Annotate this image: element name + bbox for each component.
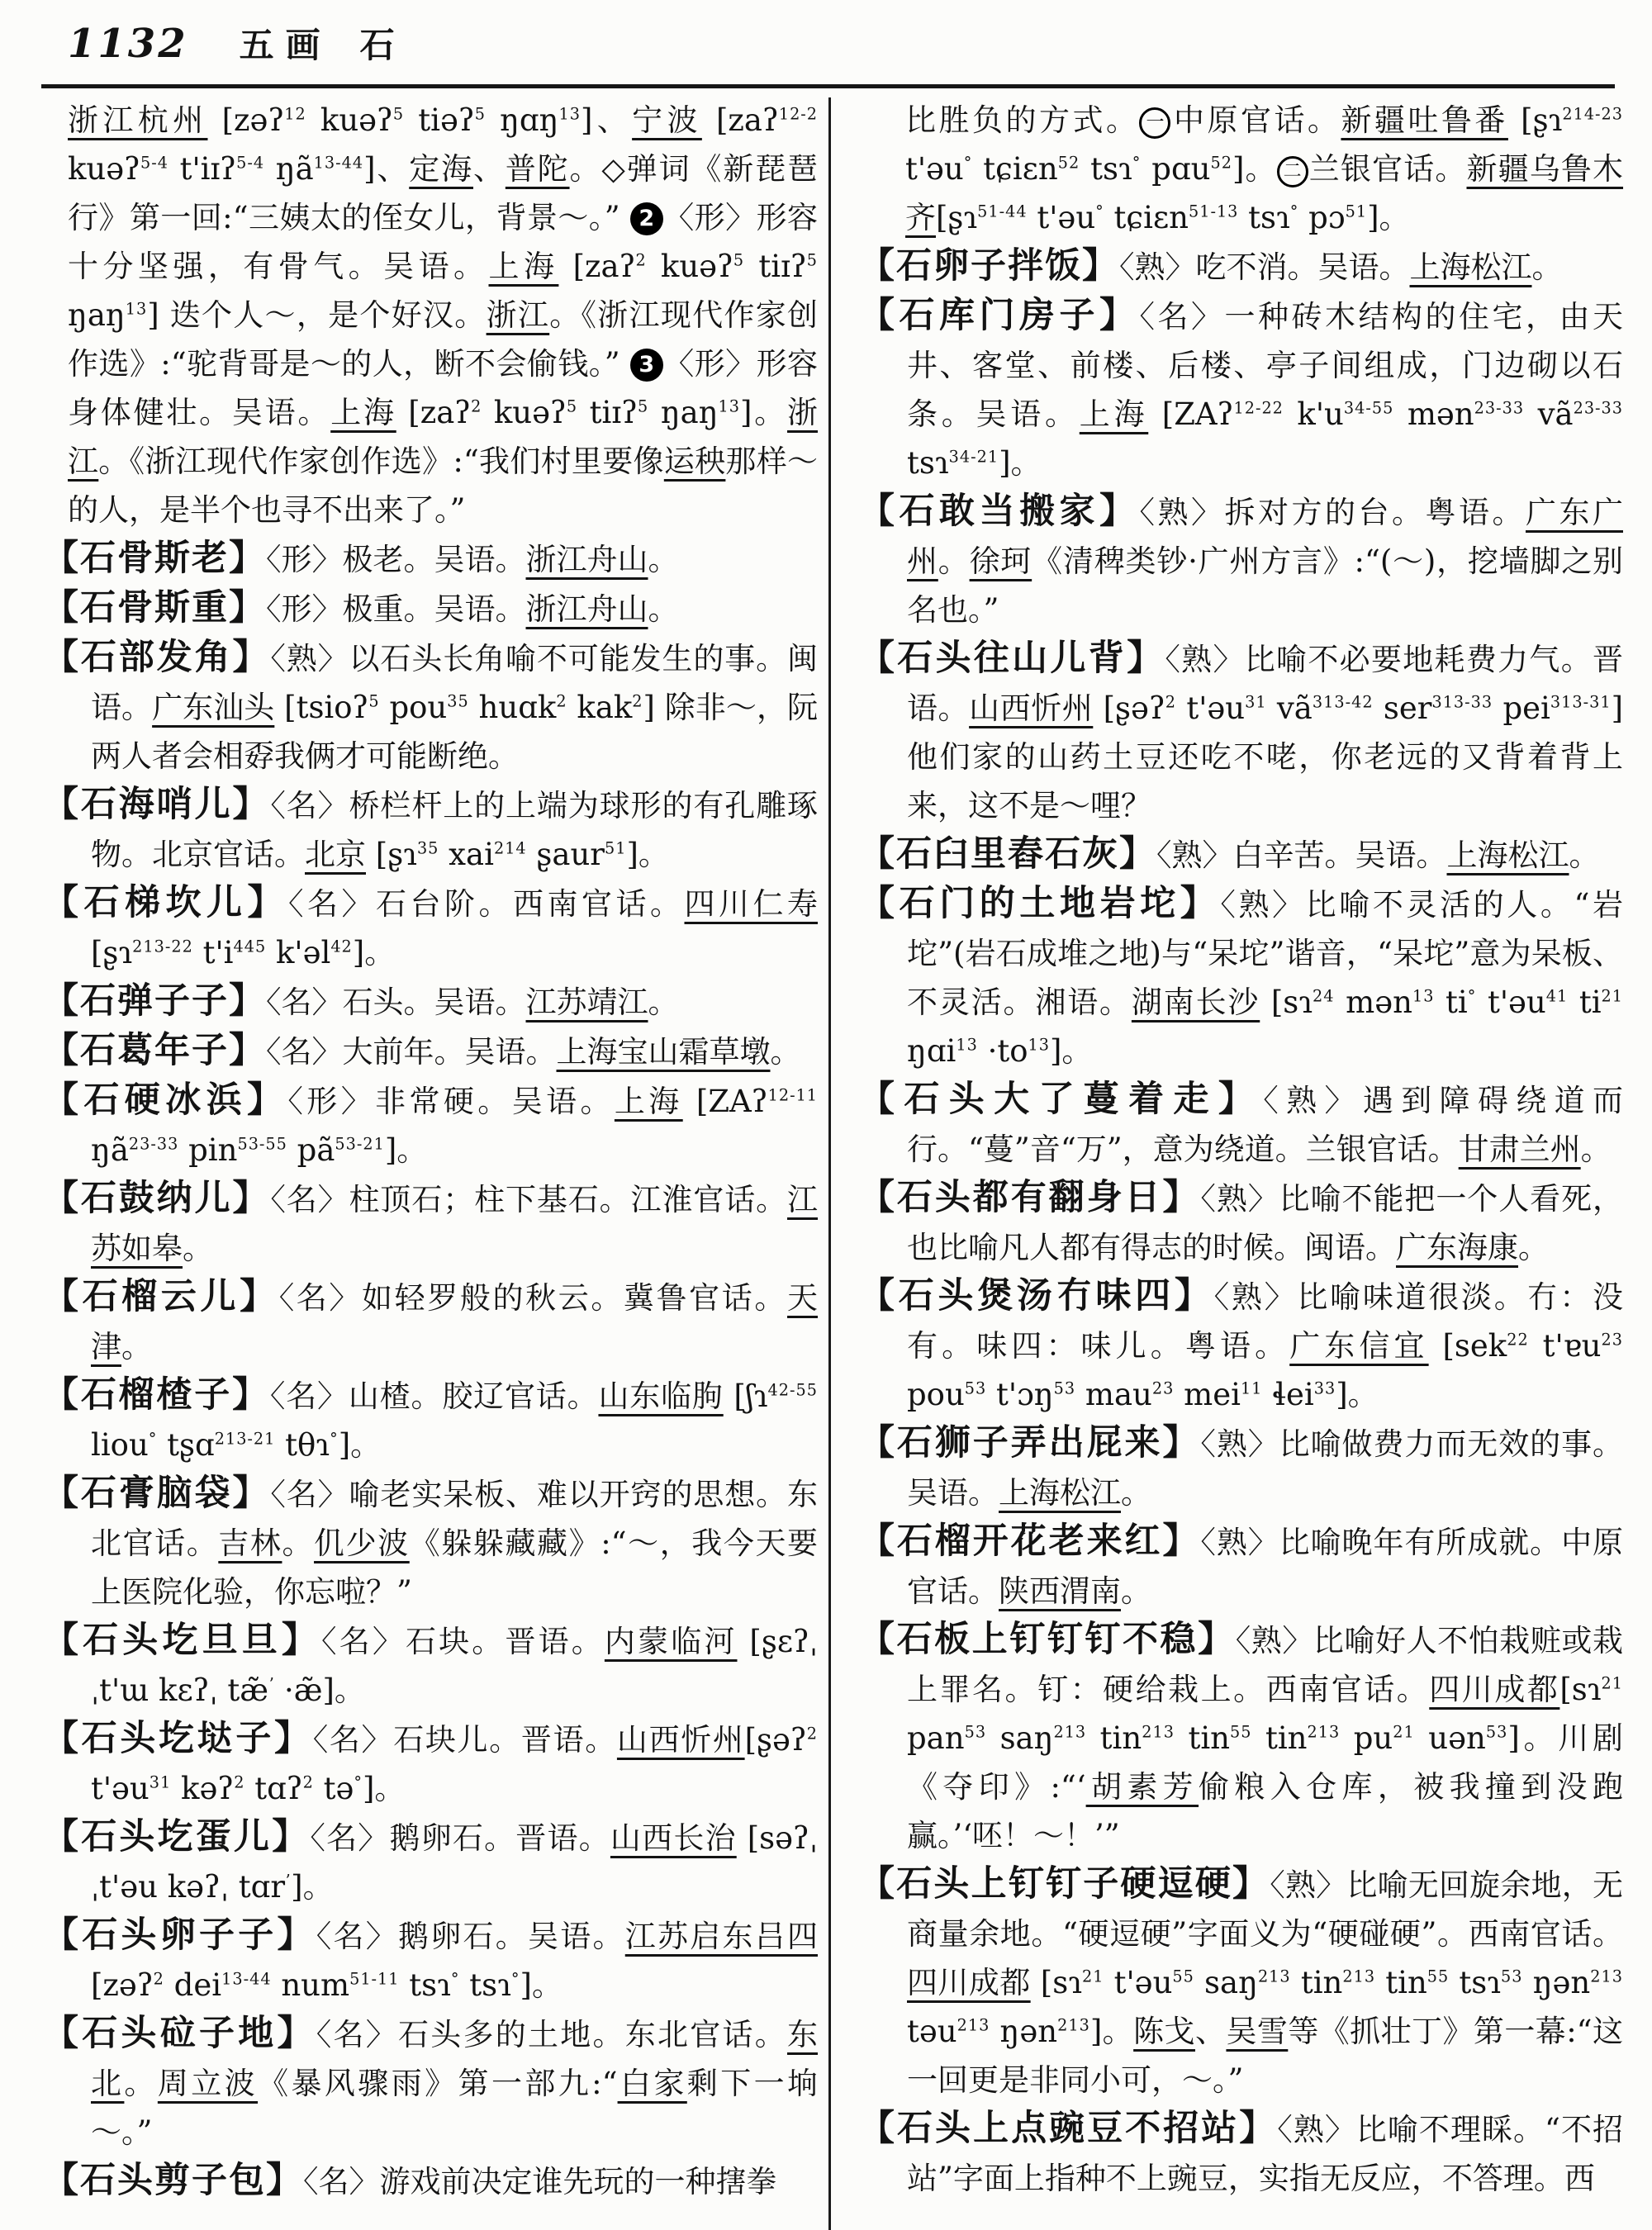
tone-superscript: ° [1289, 202, 1299, 221]
stroke-section-label: 五画 [239, 25, 332, 65]
proper-noun-underline: 浙江 [486, 297, 550, 333]
proper-noun-underline: 新疆乌鲁木齐 [905, 151, 1624, 235]
tone-superscript: 53 [1485, 1722, 1508, 1742]
proper-noun-underline: 上海宝山霜草墩 [556, 1034, 771, 1070]
tone-superscript: 55 [1229, 1722, 1252, 1742]
dictionary-entry: 【石榴开花老来红】〈熟〉比喻晚年有所成就。中原官话。陕西渭南。 [859, 1521, 1624, 1609]
proper-noun-underline: 山西忻州 [616, 1722, 745, 1758]
dictionary-entry: 【石卵子拌饭】〈熟〉吃不消。吴语。上海松江。 [859, 245, 1563, 287]
tone-superscript: 51-13 [1188, 202, 1239, 221]
tone-superscript: 23 [1601, 1330, 1623, 1350]
entry-headword: 【石敢当搬家】 [859, 491, 1140, 532]
tone-superscript: 55 [1427, 1967, 1450, 1986]
tone-superscript: 13 [956, 1035, 978, 1055]
dictionary-entry: 【石骨斯重】〈形〉极重。吴语。浙江舟山。 [43, 587, 679, 629]
proper-noun-underline: 吉林 [218, 1525, 282, 1561]
entry-headword: 【石骨斯重】 [43, 587, 266, 629]
tone-superscript: 21 [1081, 1967, 1104, 1986]
dictionary-entry: 【石部发角】〈熟〉以石头长角喻不可能发生的事。闽语。广东汕头 [tsioʔ$^5$ pou$^{35}$ huɑk$^2$ kak$^2$] 除非～，阮两人者会相孬我俩才可能断绝。 [43, 637, 819, 774]
tone-superscript: 313-42 [1312, 692, 1374, 712]
entry-headword: 【石头卵子子】 [43, 1914, 316, 1956]
tone-superscript: 33 [1313, 1378, 1336, 1398]
tone-superscript: 5 [806, 250, 818, 270]
radical-label: 石 [359, 25, 395, 65]
proper-noun-underline: 湖南长沙 [1131, 985, 1260, 1020]
entry-headword: 【石硬冰浜】 [43, 1079, 288, 1121]
tone-superscript: 213 [1590, 1967, 1623, 1986]
proper-noun-underline: 吴雪 [1226, 2014, 1289, 2049]
tone-superscript: 52 [1210, 153, 1232, 173]
tone-superscript: 213 [1257, 1967, 1291, 1986]
tone-superscript: 2 [556, 691, 567, 711]
tone-superscript: 55 [1172, 1967, 1194, 1986]
proper-noun-underline: 四川仁寿 [684, 886, 818, 922]
dictionary-entry: 【石梯坎儿】〈名〉石台阶。西南官话。四川仁寿 [ʂɿ$^{213-22}$ $t'i^{445}$ k'əl$^{42}$]。 [43, 882, 818, 970]
page-number: 1132 [68, 21, 188, 67]
dictionary-entry: 【石臼里舂石灰】〈熟〉白辛苦。吴语。上海松江。 [859, 833, 1600, 875]
tone-superscript: 13-44 [221, 1969, 272, 1989]
tone-superscript: 35 [416, 838, 439, 858]
tone-superscript: ° [330, 1429, 339, 1449]
proper-noun-underline: 山西长治 [610, 1820, 737, 1856]
tone-superscript: 23 [1151, 1378, 1175, 1398]
tone-superscript: 53 [964, 1378, 987, 1398]
dictionary-entry: 【石头卵子子】〈名〉鹅卵石。吴语。江苏启东吕四 [zəʔ$^2$ dei$^{13-44}$ num$^{51-11}$ tsɿ° tsɿ°]。 [43, 1914, 818, 2003]
dictionary-entry: 【石头上点豌豆不招站】〈熟〉比喻不理睬。“不招站”字面上指种不上豌豆，实指无反应，不答理。西 [859, 2108, 1624, 2196]
tone-superscript: 2 [471, 396, 482, 416]
dictionary-entry: 【石库门房子】〈名〉一种砖木结构的住宅，由天井、客堂、前楼、后楼、亭子间组成，门边砌以石条。吴语。上海 [ZAʔ$^{12-22}$ $k'u^{34-55}$ mən$^{23-33}$ $vã^{23-33}$ tsɿ$^{34-21}$]。 [859, 295, 1624, 481]
tone-superscript: ° [1132, 153, 1142, 173]
tone-superscript: 2 [302, 1772, 314, 1792]
tone-superscript: ° [1095, 202, 1104, 221]
tone-superscript: 53 [1501, 1967, 1523, 1986]
dictionary-entry: 【石硬冰浜】〈形〉非常硬。吴语。上海 [ZAʔ$^{12-11}$ $ŋã^{23-33}$ pin$^{53-55}$ $pã^{53-21}$]。 [43, 1079, 819, 1168]
proper-noun-underline: 新疆吐鲁番 [1341, 102, 1508, 138]
entry-headword: 【石头砬子地】 [43, 2013, 316, 2054]
dictionary-entry: 【石头剪子包】〈名〉游戏前决定谁先玩的一种搳拳 [43, 2160, 777, 2201]
entry-headword: 【石头剪子包】 [43, 2160, 303, 2201]
entry-headword: 【石狮子弄出屁来】 [859, 1422, 1201, 1464]
proper-noun-underline: 浙江舟山 [525, 542, 648, 577]
tone-superscript: ° [450, 1969, 460, 1989]
tone-superscript: 5 [733, 250, 745, 270]
proper-noun-underline: 运秧 [663, 444, 726, 479]
entry-headword: 【石鼓纳儿】 [43, 1178, 271, 1219]
tone-superscript: 21 [1601, 1673, 1624, 1693]
dictionary-entry: 【石头圪旦旦】〈名〉石块。晋语。内蒙临河 [ʂɛʔˌ ˌt'ɯ kɛʔˌ tæ̃$^ʼ$ ·æ̃]。 [43, 1620, 819, 1708]
tone-superscript: 22 [1507, 1330, 1529, 1350]
entry-headword: 【石弹子子】 [43, 980, 266, 1022]
proper-noun-underline: 山东临朐 [598, 1378, 724, 1414]
tone-superscript: ° [963, 153, 973, 173]
column-divider [828, 97, 831, 2230]
tone-superscript: 313-33 [1431, 692, 1493, 712]
subsense-number-badge: 二 [1277, 156, 1308, 187]
proper-noun-underline: 胡素芳 [1085, 1769, 1199, 1805]
tone-superscript: 13 [125, 299, 148, 319]
proper-noun-underline: 江苏启东吕四 [624, 1919, 818, 1954]
tone-superscript: 213 [1053, 1722, 1087, 1742]
tone-superscript: 21 [1601, 986, 1624, 1006]
tone-superscript: 5-4 [236, 153, 265, 173]
tone-superscript: 12-2 [778, 104, 819, 124]
tone-superscript: 2 [153, 1969, 164, 1989]
entry-headword: 【石膏脑袋】 [43, 1473, 271, 1514]
proper-noun-underline: 江苏靖江 [525, 985, 648, 1020]
tone-superscript: ° [148, 1429, 158, 1449]
proper-noun-underline: 陈戈 [1133, 2014, 1195, 2049]
tone-superscript: 2 [632, 691, 643, 711]
proper-noun-underline: 仉少波 [314, 1525, 410, 1561]
entry-headword: 【石头上钉钉子硬逗硬】 [859, 1863, 1270, 1905]
tone-superscript: 213 [957, 2015, 990, 2035]
tone-superscript: 213 [1342, 1967, 1376, 1986]
page-header [68, 18, 395, 68]
proper-noun-underline: 广东汕头 [152, 690, 275, 725]
dictionary-entry: 【石头大了蔓着走】〈熟〉遇到障碍绕道而行。“蔓”音“万”，意为绕道。兰银官话。甘肃兰州。 [859, 1079, 1623, 1167]
dictionary-entry: 【石头煲汤冇味四】〈熟〉比喻味道很淡。冇：没有。味四：味儿。粤语。广东信宜 [sek$^{22}$ t'ɐu$^{23}$ pou$^{53}$ t'ɔŋ$^{53}$ mau$^{23}$ mei$^{11}$ ɬei$^{33}$]。 [859, 1275, 1624, 1412]
tone-superscript: 12-11 [767, 1085, 819, 1105]
tone-superscript: 35 [447, 691, 469, 711]
proper-noun-underline: 广东海康 [1396, 1230, 1518, 1265]
tone-superscript: 213-22 [132, 937, 193, 956]
dictionary-entry: 【石头上钉钉子硬逗硬】〈熟〉比喻无回旋余地，无商量余地。“硬逗硬”字面义为“硬碰硬”。西南官话。四川成都 [sɿ$^{21}$ t'əu$^{55}$ saŋ$^{213}$ tin$^{213}$ tin$^{55}$ tsɿ$^{53}$ ŋən$^{213}$ təu$^{213}$ ŋən$^{213}$]。陈戈、吴雪等《抓壮丁》第一幕:“这一回更是非同小可，～。” [859, 1863, 1624, 2098]
tone-superscript: 51 [605, 838, 627, 858]
tone-superscript: 214-23 [1562, 104, 1624, 124]
proper-noun-underline: 内蒙临河 [604, 1624, 738, 1659]
dictionary-entry: 【石弹子子】〈名〉石头。吴语。江苏靖江。 [43, 980, 679, 1022]
tone-superscript: 214 [493, 838, 527, 858]
dictionary-entry: 【石头砬子地】〈名〉石头多的土地。东北官话。东北。周立波《暴风骤雨》第一部九:“白家剩下一垧～。” [43, 2013, 819, 2150]
proper-noun-underline: 广东广州 [907, 495, 1623, 579]
proper-noun-underline: 上海松江 [999, 1475, 1121, 1511]
proper-noun-underline: 浙江 [68, 395, 819, 479]
dictionary-entry: 【石头往山儿背】〈熟〉比喻不必要地耗费力气。晋语。山西忻州 [ʂəʔ$^2$ t'əu$^{31}$ $vã^{313-42}$ ser$^{313-33}$ pei$^{313-31}$] 他们家的山药土豆还吃不咾，你老远的又背着背上来，这不是～哩？ [859, 638, 1624, 823]
tone-superscript: 2 [234, 1772, 245, 1792]
dictionary-entry: 【石榴云儿】〈名〉如轻罗般的秋云。冀鲁官话。天津。 [43, 1276, 819, 1364]
sense-number-badge: 3 [630, 349, 663, 382]
proper-noun-underline: 浙江舟山 [525, 591, 648, 627]
tone-superscript: 213 [1057, 2015, 1090, 2035]
dictionary-entry: 【石骨斯老】〈形〉极老。吴语。浙江舟山。 [43, 538, 679, 579]
tone-superscript: 5 [368, 691, 380, 711]
tone-superscript: 31 [149, 1772, 172, 1792]
dictionary-entry: 【石头都有翻身日】〈熟〉比喻不能把一个人看死，也比喻凡人都有得志的时候。闽语。广东海康。 [859, 1177, 1624, 1265]
proper-noun-underline: 东北 [91, 2017, 818, 2101]
tone-superscript: 42 [330, 937, 353, 956]
tone-superscript: ʼ [268, 1674, 275, 1694]
tone-superscript: 11 [1240, 1378, 1263, 1398]
tone-superscript: 2 [635, 250, 647, 270]
entry-headword: 【石榴楂子】 [43, 1374, 270, 1416]
proper-noun-underline: 周立波 [157, 2066, 259, 2101]
tone-superscript: 13 [1412, 986, 1435, 1006]
entry-headword: 【石板上钉钉钉不稳】 [859, 1619, 1236, 1660]
entry-headword: 【石部发角】 [43, 637, 271, 678]
tone-superscript: 53 [1053, 1378, 1076, 1398]
tone-superscript: 23-33 [128, 1134, 179, 1154]
right-column [859, 96, 1623, 2203]
entry-headword: 【石榴开花老来红】 [859, 1521, 1201, 1562]
dictionary-entry: 【石膏脑袋】〈名〉喻老实呆板、难以开窍的思想。东北官话。吉林。仉少波《躲躲藏藏》:“～，我今天要上医院化验，你忘啦？” [43, 1473, 819, 1610]
tone-superscript: 313-31 [1550, 692, 1612, 712]
tone-superscript: 13 [1028, 1035, 1050, 1055]
tone-superscript: 52 [1057, 153, 1080, 173]
subsense-number-badge: 一 [1139, 107, 1170, 139]
header-rule [41, 84, 1615, 88]
proper-noun-underline: 上海松江 [1409, 249, 1532, 285]
dictionary-entry: 【石榴楂子】〈名〉山楂。胶辽官话。山东临朐 [ʃɿ$^{42-55}$ liou° tʂɑ$^{213-21}$ tθɿ°]。 [43, 1374, 818, 1463]
dictionary-entry: 【石狮子弄出屁来】〈熟〉比喻做费力而无效的事。吴语。上海松江。 [859, 1422, 1624, 1511]
proper-noun-underline: 普陀 [505, 151, 570, 187]
entry-headword: 【石海哨儿】 [43, 784, 271, 825]
entry-headword: 【石卵子拌饭】 [859, 245, 1119, 287]
tone-superscript: 21 [1393, 1722, 1415, 1742]
continuation-paragraph: 浙江杭州 [zəʔ$^{12}$ kuəʔ$^5$ tiəʔ$^5$ ŋɑŋ$^{13}$]、宁波 [zaʔ$^{12-2}$ kuəʔ$^{5-4}$ t'iɪʔ$^{5-4}$ $ŋã^{13-44}$]、定海、普陀。◇弹词《新琵琶行》第一回:“三姨太的侄女儿，背景～。” 2 〈形〉形容十分坚强，有骨气。吴语。上海 [zaʔ$^2$ kuəʔ$^5$ tiɪʔ$^5$ ŋaŋ$^{13}$] 迭个人～，是个好汉。浙江。《浙江现代作家创作选》:“驼背哥是～的人，断不会偷钱。” 3 〈形〉形容身体健壮。吴语。上海 [zaʔ$^2$ kuəʔ$^5$ tiɪʔ$^5$ ŋaŋ$^{13}$]。浙江。《浙江现代作家创作选》:“我们村里要像运秧那样～的人，是半个也寻不出来了。” [68, 102, 819, 528]
entry-headword: 【石臼里舂石灰】 [859, 833, 1156, 875]
proper-noun-underline: 浙江杭州 [68, 102, 208, 138]
proper-noun-underline: 山西忻州 [969, 690, 1094, 726]
proper-noun-underline: 广东信宜 [1289, 1328, 1429, 1364]
tone-superscript: 5 [474, 104, 486, 124]
tone-superscript: 213-21 [214, 1429, 276, 1449]
tone-superscript: 53 [964, 1722, 987, 1742]
tone-superscript: 51 [1345, 202, 1368, 221]
dictionary-entry: 【石海哨儿】〈名〉桥栏杆上的上端为球形的有孔雕琢物。北京官话。北京 [ʂɿ$^{35}$ xai$^{214}$ ʂaur$^{51}$]。 [43, 784, 819, 872]
proper-noun-underline: 北京 [305, 837, 366, 872]
proper-noun-underline: 上海 [614, 1084, 683, 1119]
proper-noun-underline: 徐珂 [969, 543, 1032, 579]
entry-headword: 【石头圪垯子】 [43, 1718, 313, 1759]
continuation-paragraph: 比胜负的方式。 一 中原官话。新疆吐鲁番 [ʂɿ$^{214-23}$ t'əu° tɕiɛn$^{52}$ tsɿ° pɑu$^{52}$]。 二 兰银官话。新疆乌鲁木齐[ʂɿ$^{51-44}$ t'əu° tɕiɛn$^{51-13}$ tsɿ° pɔ$^{51}$]。 [905, 102, 1624, 235]
dictionary-entry: 【石头圪垯子】〈名〉石块儿。晋语。山西忻州[ʂəʔ$^2$ t'əu$^{31}$ kəʔ$^2$ tɑʔ$^2$ tə°]。 [43, 1718, 819, 1806]
dictionary-entry: 【石板上钉钉钉不稳】〈熟〉比喻好人不怕栽赃或栽上罪名。钉：硬给栽上。西南官话。四川成都[sɿ$^{21}$ pan$^{53}$ saŋ$^{213}$ tin$^{213}$ tin$^{55}$ tin$^{213}$ $pu^{21}$ uən$^{53}$]。川剧《夺印》:“‘胡素芳偷粮入仓库，被我撞到没跑赢。’‘呸！～！’” [859, 1619, 1624, 1853]
tone-superscript: ° [510, 1969, 520, 1989]
entry-headword: 【石头大了蔓着走】 [859, 1079, 1264, 1120]
tone-superscript: 213 [1307, 1722, 1341, 1742]
proper-noun-underline: 上海松江 [1446, 837, 1569, 873]
tone-superscript: 5-4 [140, 153, 169, 173]
proper-noun-underline: 白家 [617, 2066, 687, 2101]
tone-superscript: 213 [1142, 1722, 1175, 1742]
proper-noun-underline: 四川成都 [1429, 1672, 1560, 1707]
tone-superscript: 24 [1313, 986, 1335, 1006]
proper-noun-underline: 上海 [330, 395, 396, 430]
dictionary-entry: 【石门的土地岩坨】〈熟〉比喻不灵活的人。“岩坨”(岩石成堆之地)与“呆坨”谐音，“呆坨”意为呆板、不灵活。湘语。湖南长沙 [sɿ$^{24}$ mən$^{13}$ ti° t'əu$^{41}$ $ti^{21}$ ŋɑi$^{13}$ $\cdot to^{13}$]。 [859, 883, 1624, 1069]
tone-superscript: 5 [392, 104, 405, 124]
entry-headword: 【石葛年子】 [43, 1030, 266, 1071]
tone-superscript: 34-55 [1343, 398, 1394, 418]
tone-superscript: 12-22 [1233, 398, 1284, 418]
dictionary-entry: 【石葛年子】〈名〉大前年。吴语。上海宝山霜草墩。 [43, 1030, 801, 1071]
tone-superscript: 13 [718, 396, 741, 416]
tone-superscript: 12 [284, 104, 306, 124]
entry-headword: 【石头圪蛋儿】 [43, 1816, 311, 1858]
left-column [43, 96, 818, 2206]
proper-noun-underline: 定海 [409, 151, 473, 187]
tone-superscript: 5 [566, 396, 578, 416]
tone-superscript: 2 [806, 1724, 819, 1744]
entry-headword: 【石头往山儿背】 [859, 638, 1165, 679]
entry-headword: 【石库门房子】 [859, 295, 1140, 336]
proper-noun-underline: 江苏如皋 [91, 1182, 819, 1266]
tone-superscript: 23-33 [1573, 398, 1624, 418]
tone-superscript: 53-55 [237, 1134, 287, 1154]
dictionary-entry: 【石鼓纳儿】〈名〉柱顶石；柱下基石。江淮官话。江苏如皋。 [43, 1178, 819, 1266]
entry-headword: 【石头圪旦旦】 [43, 1620, 322, 1661]
tone-superscript: 2 [1165, 692, 1177, 712]
proper-noun-underline: 甘肃兰州 [1458, 1132, 1581, 1167]
tone-superscript: 23-33 [1474, 398, 1525, 418]
tone-superscript: 41 [1545, 986, 1569, 1006]
dictionary-entry: 【石头圪蛋儿】〈名〉鹅卵石。晋语。山西长治 [səʔˌ ˌt'əu kəʔˌ tɑr$^ʼ$]。 [43, 1816, 819, 1905]
proper-noun-underline: 陕西渭南 [999, 1573, 1121, 1609]
tone-superscript: ° [354, 1772, 363, 1792]
tone-superscript: 31 [1245, 692, 1267, 712]
tone-superscript: 13 [558, 104, 581, 124]
proper-noun-underline: 天津 [91, 1280, 819, 1364]
tone-superscript: 53-21 [335, 1134, 385, 1154]
tone-superscript: 13-44 [313, 153, 364, 173]
entry-headword: 【石头都有翻身日】 [859, 1177, 1201, 1218]
entry-headword: 【石骨斯老】 [43, 538, 266, 579]
sense-number-badge: 2 [630, 202, 663, 235]
tone-superscript: 51-44 [977, 202, 1028, 221]
entry-headword: 【石门的土地岩坨】 [859, 883, 1221, 924]
dictionary-entry: 【石敢当搬家】〈熟〉拆对方的台。粤语。广东广州。徐珂《清稗类钞·广州方言》:“(～)，挖墙脚之别名也。” [859, 491, 1624, 628]
tone-superscript: 445 [233, 937, 267, 956]
proper-noun-underline: 四川成都 [907, 1965, 1031, 2000]
tone-superscript: ʼ [285, 1871, 292, 1891]
proper-noun-underline: 上海 [1079, 396, 1149, 432]
proper-noun-underline: 上海 [488, 249, 559, 284]
tone-superscript: 42-55 [767, 1380, 818, 1400]
entry-headword: 【石头上点豌豆不招站】 [859, 2108, 1278, 2149]
tone-superscript: 34-21 [948, 447, 999, 467]
entry-headword: 【石头煲汤冇味四】 [859, 1275, 1214, 1317]
entry-headword: 【石榴云儿】 [43, 1276, 279, 1317]
tone-superscript: 5 [638, 396, 649, 416]
entry-headword: 【石梯坎儿】 [43, 882, 288, 923]
tone-superscript: 51-11 [349, 1969, 400, 1989]
proper-noun-underline: 宁波 [632, 102, 702, 138]
tone-superscript: ° [1467, 986, 1477, 1006]
